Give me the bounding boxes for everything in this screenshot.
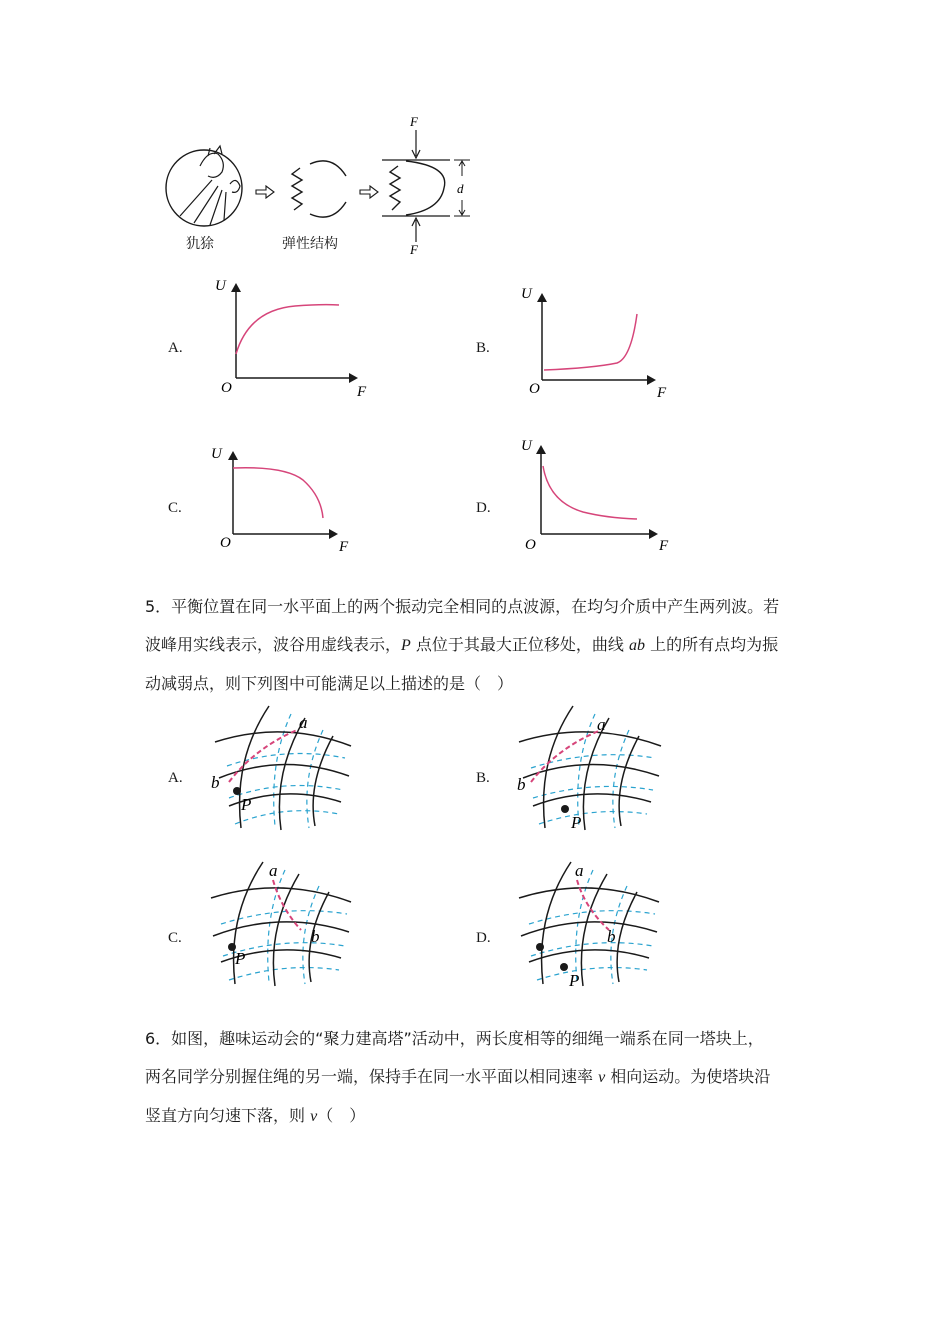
q5-line-2: 波峰用实线表示，波谷用虚线表示，P 点位于其最大正位移处，曲线 ab 上的所有点均为振 (145, 635, 779, 654)
axis-label-f: F (657, 385, 667, 401)
point-p-marker (561, 805, 569, 813)
point-a-label: a (597, 715, 606, 734)
axis-label-u: U (215, 278, 226, 294)
point-source-marker (536, 943, 544, 951)
origin-label: O (220, 535, 231, 551)
caption-animal: 犰狳 (186, 236, 214, 252)
q5-line-1: 5．平衡位置在同一水平面上的两个振动完全相同的点波源，在均匀介质中产生两列波。若 (145, 597, 780, 616)
q4-option-c-graph (205, 440, 370, 560)
point-p-marker (560, 963, 568, 971)
q4-option-c-label[interactable]: C. (168, 500, 182, 516)
q5-line-3: 动减弱点，则下列图中可能满足以上描述的是（ ） (145, 674, 514, 693)
q6-line-1: 6．如图，趣味运动会的“聚力建高塔”活动中，两长度相等的细绳一端系在同一塔块上， (145, 1029, 764, 1048)
q5-option-c-label[interactable]: C. (168, 930, 182, 946)
origin-label: O (221, 380, 232, 396)
point-p-label: P (571, 813, 582, 832)
axis-label-u: U (521, 286, 532, 302)
distance-label: d (457, 181, 464, 196)
point-p-marker (233, 787, 241, 795)
question-6-text (145, 1020, 825, 1136)
axis-label-f: F (339, 539, 349, 555)
point-b-label: b (517, 775, 526, 794)
axis-label-f: F (659, 538, 669, 554)
q4-option-d-label[interactable]: D. (476, 500, 491, 516)
question-5-text (145, 588, 825, 703)
axis-label-f: F (357, 384, 367, 400)
force-label-top: F (410, 114, 418, 129)
point-b-label: b (607, 927, 616, 946)
q5-option-c-diagram (205, 858, 365, 988)
point-p-label: P (235, 949, 246, 968)
q5-option-a-diagram (205, 702, 365, 832)
point-b-label: b (211, 773, 220, 792)
q5-option-a-label[interactable]: A. (168, 770, 183, 786)
point-p-label: P (569, 971, 580, 988)
q6-line-3: 竖直方向匀速下落，则 v（ ） (145, 1106, 366, 1125)
origin-label: O (529, 381, 540, 397)
q4-option-a-graph (205, 272, 380, 402)
axis-label-u: U (211, 446, 222, 462)
q4-option-b-label[interactable]: B. (476, 340, 490, 356)
q5-option-d-diagram (513, 858, 673, 988)
origin-label: O (525, 537, 536, 553)
q5-option-b-diagram (513, 702, 673, 832)
force-label-bottom: F (410, 242, 418, 257)
point-p-label: P (241, 795, 252, 814)
axis-label-u: U (521, 438, 532, 454)
q4-option-a-label[interactable]: A. (168, 340, 183, 356)
q4-option-b-graph (513, 280, 688, 405)
point-a-label: a (269, 861, 278, 880)
q4-option-d-graph (513, 432, 688, 560)
caption-structure: 弹性结构 (282, 236, 338, 252)
q6-line-2: 两名同学分别握住绳的另一端，保持手在同一水平面以相同速率 v 相向运动。为使塔块沿 (145, 1067, 771, 1086)
point-a-label: a (575, 861, 584, 880)
point-a-label: a (299, 713, 308, 732)
q5-option-b-label[interactable]: B. (476, 770, 490, 786)
q5-option-d-label[interactable]: D. (476, 930, 491, 946)
point-b-label: b (311, 927, 320, 946)
